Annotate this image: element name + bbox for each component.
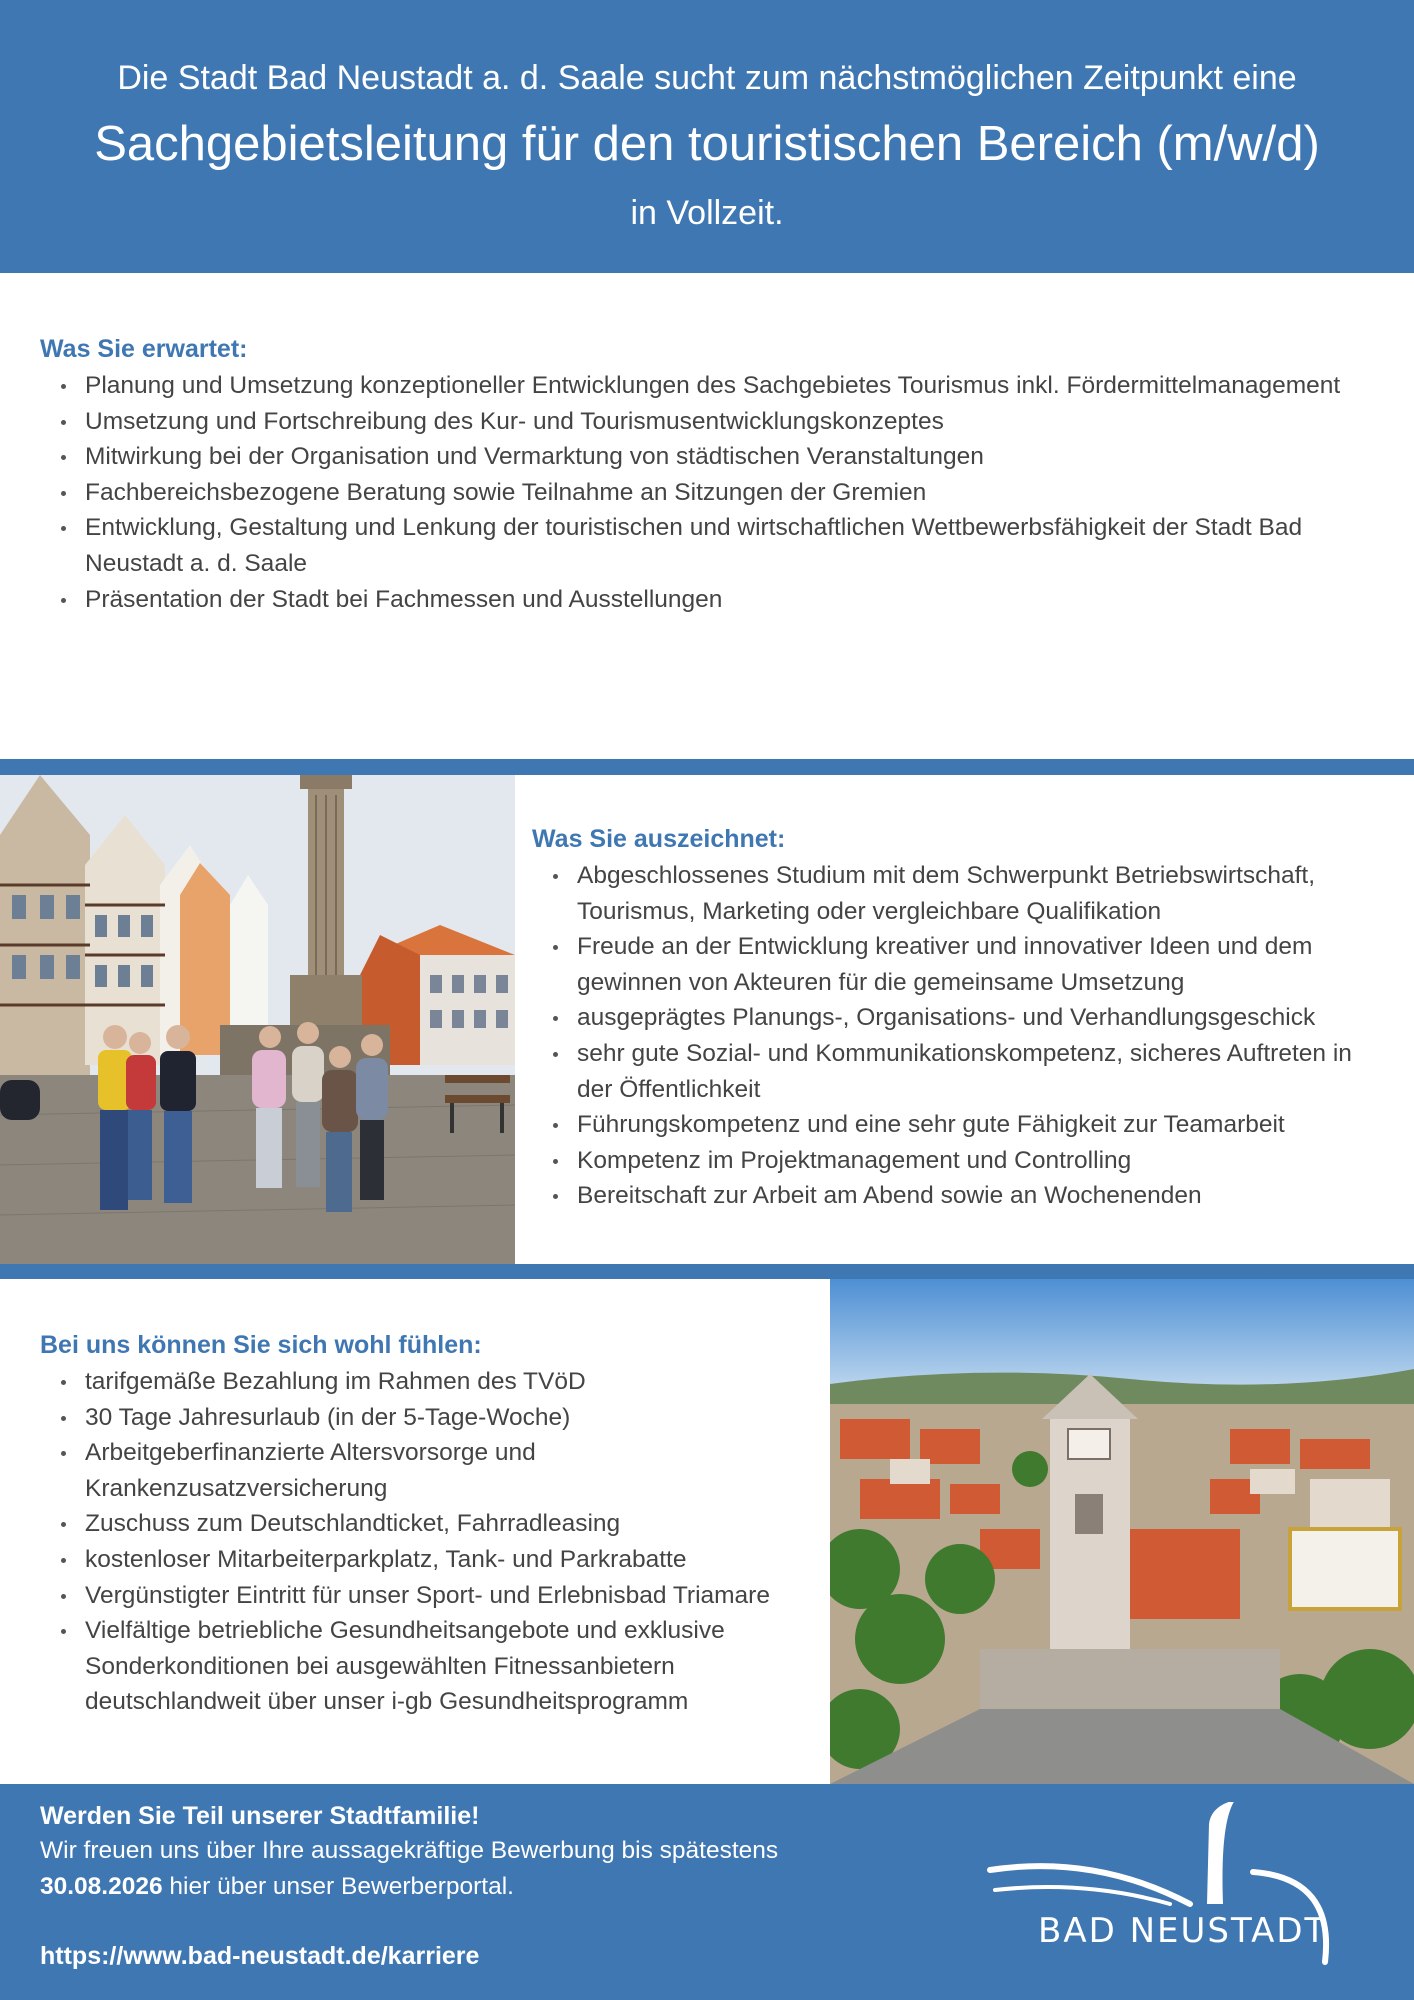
expectations-heading: Was Sie erwartet: xyxy=(40,335,248,363)
list-item: Zuschuss zum Deutschlandticket, Fahrradleasing xyxy=(40,1506,830,1542)
list-item: Vergünstigter Eintritt für unser Sport- und Erlebnisbad Triamare xyxy=(40,1578,830,1614)
application-deadline: 30.08.2026 xyxy=(40,1873,163,1900)
footer-text-line2-rest: hier über unser Bewerberportal. xyxy=(162,1873,514,1900)
town-square-photo xyxy=(0,775,515,1264)
list-item: Bereitschaft zur Arbeit am Abend sowie an Wochenenden xyxy=(532,1178,1392,1214)
list-item: ausgeprägtes Planungs-, Organisations- und Verhandlungsgeschick xyxy=(532,1000,1392,1036)
list-item: kostenloser Mitarbeiterparkplatz, Tank- und Parkrabatte xyxy=(40,1542,830,1578)
list-item: Abgeschlossenes Studium mit dem Schwerpunkt Betriebswirtschaft, Tourismus, Marketing oder vergleichbare Qualifikation xyxy=(532,858,1392,929)
list-item: sehr gute Sozial- und Kommunikationskompetenz, sicheres Auftreten in der Öffentlichkeit xyxy=(532,1036,1392,1107)
section-qualifications xyxy=(532,822,1392,1214)
header-subtitle: in Vollzeit. xyxy=(630,194,784,232)
list-item: Vielfältige betriebliche Gesundheitsangebote und exklusive Sonderkonditionen bei ausgewählten Fitnessanbietern deutschlandweit über unser i-gb Gesundheitsprogramm xyxy=(40,1613,830,1720)
list-item: Kompetenz im Projektmanagement und Controlling xyxy=(532,1143,1392,1179)
list-item: 30 Tage Jahresurlaub (in der 5-Tage-Woche) xyxy=(40,1400,830,1436)
list-item: Fachbereichsbezogene Beratung sowie Teilnahme an Sitzungen der Gremien xyxy=(40,475,1370,511)
footer-text-line2 xyxy=(40,1869,514,1905)
career-portal-link[interactable]: https://www.bad-neustadt.de/karriere xyxy=(40,1942,480,1970)
list-item: Führungskompetenz und eine sehr gute Fähigkeit zur Teamarbeit xyxy=(532,1107,1392,1143)
logo-wordmark: BAD NEUSTADT xyxy=(1038,1911,1328,1951)
header-intro: Die Stadt Bad Neustadt a. d. Saale sucht zum nächstmöglichen Zeitpunkt eine xyxy=(117,59,1297,97)
job-title: Sachgebietsleitung für den touristischen Bereich (m/w/d) xyxy=(94,117,1320,171)
benefits-heading: Bei uns können Sie sich wohl fühlen: xyxy=(40,1331,482,1359)
qualifications-list xyxy=(532,858,1392,1214)
list-item: Freude an der Entwicklung kreativer und innovativer Ideen und dem gewinnen von Akteuren für die gemeinsame Umsetzung xyxy=(532,929,1392,1000)
expectations-list xyxy=(40,368,1370,617)
aerial-town-photo xyxy=(830,1279,1414,1784)
divider-band xyxy=(0,759,1414,775)
benefits-list xyxy=(40,1364,830,1720)
footer-text-line1: Wir freuen uns über Ihre aussagekräftige Bewerbung bis spätestens xyxy=(40,1837,779,1864)
list-item: Planung und Umsetzung konzeptioneller Entwicklungen des Sachgebietes Tourismus inkl. Fördermittelmanagement xyxy=(40,368,1370,404)
list-item: Arbeitgeberfinanzierte Altersvorsorge und Krankenzusatzversicherung xyxy=(40,1435,830,1506)
list-item: Entwicklung, Gestaltung und Lenkung der touristischen und wirtschaftlichen Wettbewerbsfähigkeit der Stadt Bad Neustadt a. d. Saale xyxy=(40,510,1370,581)
section-benefits xyxy=(40,1328,830,1720)
section-expectations xyxy=(40,332,1370,617)
header-banner xyxy=(0,0,1414,273)
list-item: Mitwirkung bei der Organisation und Vermarktung von städtischen Veranstaltungen xyxy=(40,439,1370,475)
list-item: Umsetzung und Fortschreibung des Kur- und Tourismusentwicklungskonzeptes xyxy=(40,404,1370,440)
list-item: tarifgemäße Bezahlung im Rahmen des TVöD xyxy=(40,1364,830,1400)
footer-cta: Werden Sie Teil unserer Stadtfamilie! xyxy=(40,1802,480,1830)
divider-band xyxy=(0,1264,1414,1279)
bad-neustadt-logo-icon xyxy=(985,1802,1345,1992)
footer-banner xyxy=(0,1784,1414,2000)
qualifications-heading: Was Sie auszeichnet: xyxy=(532,825,786,853)
list-item: Präsentation der Stadt bei Fachmessen und Ausstellungen xyxy=(40,582,1370,618)
